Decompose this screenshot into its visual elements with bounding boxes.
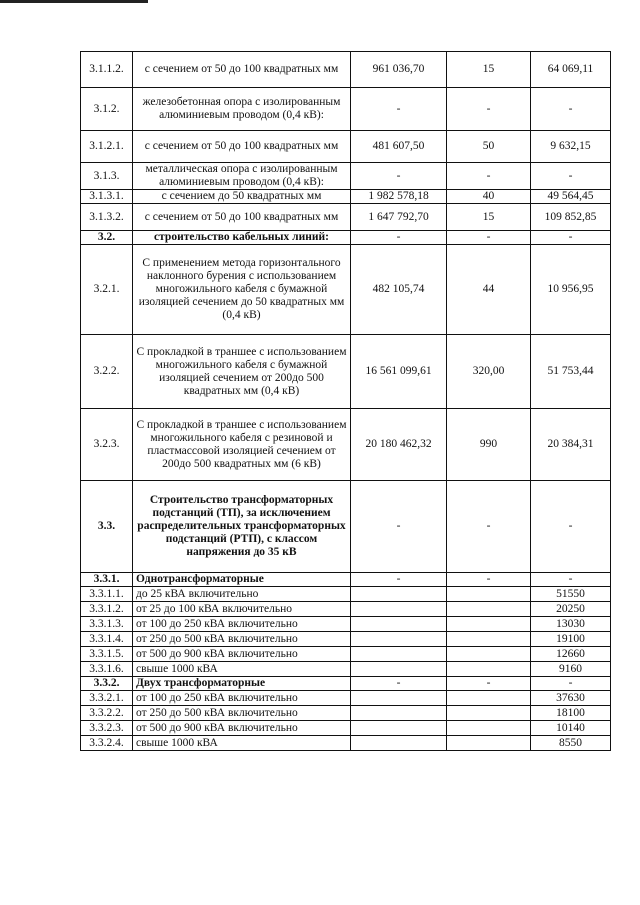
table-row: [81, 587, 611, 602]
row-quantity: -: [447, 677, 531, 691]
table-row: [81, 231, 611, 245]
row-description: с сечением от 50 до 100 квадратных мм: [133, 204, 351, 231]
row-unit-cost: 20250: [531, 602, 611, 617]
row-code: 3.3.2.1.: [81, 691, 133, 706]
row-description: свыше 1000 кВА: [133, 662, 351, 677]
row-code: 3.3.1.6.: [81, 662, 133, 677]
row-description: с сечением до 50 квадратных мм: [133, 190, 351, 204]
row-description: С прокладкой в траншее с использованием многожильного кабеля с резиновой и пластмассовой изоляцией сечением от 200до 500 квадратных мм (6 кВ): [133, 409, 351, 481]
row-code: 3.3.1.: [81, 573, 133, 587]
row-total-cost: [351, 721, 447, 736]
row-code: 3.1.2.: [81, 88, 133, 131]
row-description: от 500 до 900 кВА включительно: [133, 721, 351, 736]
row-quantity: [447, 587, 531, 602]
row-quantity: [447, 617, 531, 632]
row-code: 3.3.2.4.: [81, 736, 133, 751]
row-quantity: 990: [447, 409, 531, 481]
row-quantity: -: [447, 231, 531, 245]
row-description: от 250 до 500 кВА включительно: [133, 632, 351, 647]
row-code: 3.1.3.2.: [81, 204, 133, 231]
tariff-table: [80, 51, 611, 751]
table-row: [81, 647, 611, 662]
table-row: [81, 662, 611, 677]
row-quantity: [447, 706, 531, 721]
row-quantity: -: [447, 88, 531, 131]
row-total-cost: [351, 632, 447, 647]
table-row: [81, 736, 611, 751]
row-code: 3.3.2.2.: [81, 706, 133, 721]
row-total-cost: [351, 617, 447, 632]
row-code: 3.2.2.: [81, 335, 133, 409]
row-description: Однотрансформаторные: [133, 573, 351, 587]
row-total-cost: 961 036,70: [351, 52, 447, 88]
row-total-cost: -: [351, 573, 447, 587]
row-description: Строительство трансформаторных подстанций (ТП), за исключением распределительных трансформаторных подстанций (РТП), с классом напряжения до 35 кВ: [133, 481, 351, 573]
row-quantity: 44: [447, 245, 531, 335]
row-unit-cost: 18100: [531, 706, 611, 721]
table-row: [81, 632, 611, 647]
row-total-cost: [351, 587, 447, 602]
table-row: [81, 677, 611, 691]
row-unit-cost: 13030: [531, 617, 611, 632]
row-quantity: 50: [447, 131, 531, 163]
row-description: от 250 до 500 кВА включительно: [133, 706, 351, 721]
row-description: строительство кабельных линий:: [133, 231, 351, 245]
row-quantity: [447, 632, 531, 647]
row-quantity: 15: [447, 52, 531, 88]
row-code: 3.3.: [81, 481, 133, 573]
row-code: 3.1.3.: [81, 163, 133, 190]
row-quantity: 15: [447, 204, 531, 231]
table-row: [81, 573, 611, 587]
row-code: 3.2.: [81, 231, 133, 245]
row-unit-cost: 12660: [531, 647, 611, 662]
row-description: от 25 до 100 кВА включительно: [133, 602, 351, 617]
row-unit-cost: 19100: [531, 632, 611, 647]
table-row: [81, 163, 611, 190]
row-unit-cost: 20 384,31: [531, 409, 611, 481]
row-unit-cost: 37630: [531, 691, 611, 706]
table-row: [81, 602, 611, 617]
table-row: [81, 52, 611, 88]
table-row: [81, 409, 611, 481]
row-code: 3.3.1.3.: [81, 617, 133, 632]
row-code: 3.3.2.: [81, 677, 133, 691]
row-unit-cost: -: [531, 677, 611, 691]
row-unit-cost: 10140: [531, 721, 611, 736]
row-unit-cost: 51 753,44: [531, 335, 611, 409]
row-quantity: [447, 691, 531, 706]
row-description: от 100 до 250 кВА включительно: [133, 617, 351, 632]
table-row: [81, 691, 611, 706]
table-row: [81, 190, 611, 204]
row-total-cost: 1 647 792,70: [351, 204, 447, 231]
row-code: 3.3.1.4.: [81, 632, 133, 647]
row-unit-cost: -: [531, 163, 611, 190]
row-unit-cost: -: [531, 573, 611, 587]
table-row: [81, 88, 611, 131]
row-code: 3.1.1.2.: [81, 52, 133, 88]
row-code: 3.3.1.1.: [81, 587, 133, 602]
table-row: [81, 245, 611, 335]
table-row: [81, 706, 611, 721]
table-row: [81, 335, 611, 409]
row-quantity: -: [447, 573, 531, 587]
row-total-cost: [351, 736, 447, 751]
table-row: [81, 131, 611, 163]
row-total-cost: 16 561 099,61: [351, 335, 447, 409]
row-total-cost: 481 607,50: [351, 131, 447, 163]
row-total-cost: -: [351, 231, 447, 245]
row-description: от 100 до 250 кВА включительно: [133, 691, 351, 706]
table-row: [81, 617, 611, 632]
row-quantity: [447, 602, 531, 617]
row-unit-cost: -: [531, 88, 611, 131]
row-total-cost: [351, 662, 447, 677]
row-unit-cost: 9160: [531, 662, 611, 677]
row-total-cost: -: [351, 677, 447, 691]
row-quantity: [447, 736, 531, 751]
row-code: 3.1.2.1.: [81, 131, 133, 163]
row-description: свыше 1000 кВА: [133, 736, 351, 751]
row-quantity: [447, 662, 531, 677]
row-code: 3.3.1.2.: [81, 602, 133, 617]
row-total-cost: [351, 647, 447, 662]
row-total-cost: [351, 706, 447, 721]
row-quantity: -: [447, 481, 531, 573]
row-unit-cost: 51550: [531, 587, 611, 602]
row-unit-cost: 9 632,15: [531, 131, 611, 163]
row-description: Двух трансформаторные: [133, 677, 351, 691]
row-unit-cost: -: [531, 231, 611, 245]
row-total-cost: 20 180 462,32: [351, 409, 447, 481]
row-quantity: -: [447, 163, 531, 190]
header-rule: [0, 0, 148, 3]
row-description: металлическая опора с изолированным алюминиевым проводом (0,4 кВ):: [133, 163, 351, 190]
row-code: 3.2.3.: [81, 409, 133, 481]
row-quantity: [447, 647, 531, 662]
row-code: 3.3.2.3.: [81, 721, 133, 736]
row-total-cost: -: [351, 481, 447, 573]
row-quantity: [447, 721, 531, 736]
row-code: 3.1.3.1.: [81, 190, 133, 204]
row-quantity: 320,00: [447, 335, 531, 409]
row-unit-cost: -: [531, 481, 611, 573]
row-unit-cost: 49 564,45: [531, 190, 611, 204]
table-row: [81, 481, 611, 573]
table-row: [81, 721, 611, 736]
row-total-cost: [351, 691, 447, 706]
row-unit-cost: 10 956,95: [531, 245, 611, 335]
row-total-cost: [351, 602, 447, 617]
row-description: С прокладкой в траншее с использованием многожильного кабеля с бумажной изоляцией сечением от 200до 500 квадратных мм (0,4 кВ): [133, 335, 351, 409]
row-code: 3.2.1.: [81, 245, 133, 335]
row-unit-cost: 109 852,85: [531, 204, 611, 231]
row-description: С применением метода горизонтального наклонного бурения с использованием многожильного кабеля с бумажной изоляцией сечением до 50 квадратных мм (0,4 кВ): [133, 245, 351, 335]
row-description: от 500 до 900 кВА включительно: [133, 647, 351, 662]
row-total-cost: -: [351, 163, 447, 190]
row-total-cost: 482 105,74: [351, 245, 447, 335]
table-row: [81, 204, 611, 231]
row-total-cost: 1 982 578,18: [351, 190, 447, 204]
row-unit-cost: 64 069,11: [531, 52, 611, 88]
row-description: железобетонная опора с изолированным алюминиевым проводом (0,4 кВ):: [133, 88, 351, 131]
row-code: 3.3.1.5.: [81, 647, 133, 662]
row-unit-cost: 8550: [531, 736, 611, 751]
row-quantity: 40: [447, 190, 531, 204]
row-description: с сечением от 50 до 100 квадратных мм: [133, 131, 351, 163]
row-description: с сечением от 50 до 100 квадратных мм: [133, 52, 351, 88]
row-total-cost: -: [351, 88, 447, 131]
row-description: до 25 кВА включительно: [133, 587, 351, 602]
